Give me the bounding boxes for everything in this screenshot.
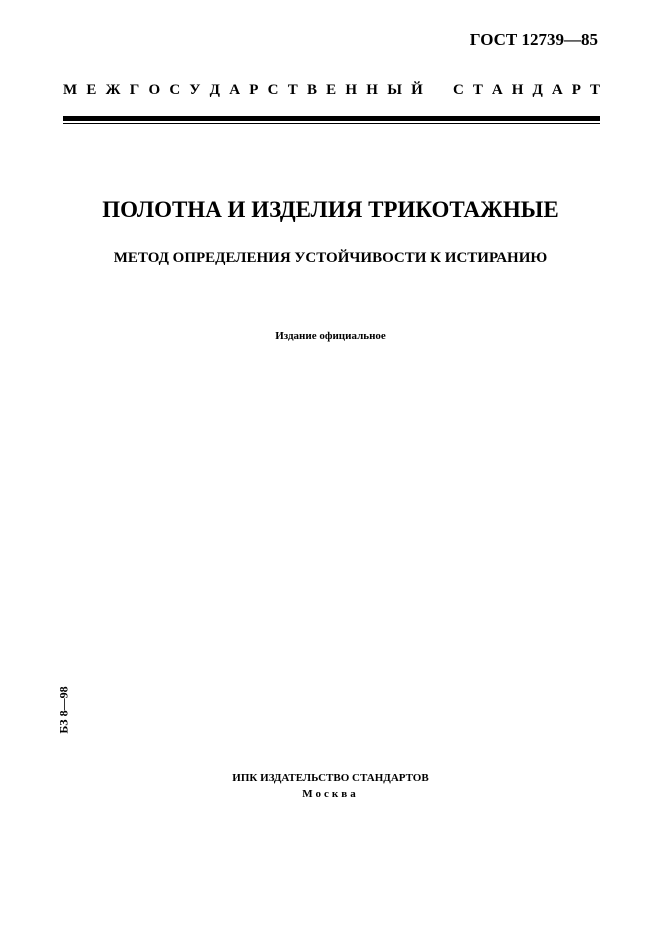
heading-letter: Н <box>511 82 524 98</box>
heading-letter: С <box>453 82 464 98</box>
heading-letter: Р <box>249 82 259 98</box>
standard-type-word-1 <box>63 81 423 99</box>
heading-letter: Ы <box>387 82 402 98</box>
heading-letter: А <box>551 82 563 98</box>
document-number: ГОСТ 12739—85 <box>469 30 598 49</box>
heading-letter: А <box>229 82 241 98</box>
heading-letter: Г <box>129 82 140 98</box>
publisher-name: ИПК ИЗДАТЕЛЬСТВО СТАНДАРТОВ <box>232 772 429 784</box>
header-rule-thin <box>63 123 600 124</box>
heading-letter: В <box>306 82 317 98</box>
header-rule-thick <box>63 116 600 121</box>
heading-letter: Д <box>209 82 220 98</box>
heading-letter: Т <box>287 82 298 98</box>
heading-letter: Т <box>589 82 600 98</box>
side-catalog-code: БЗ 8—98 <box>56 686 71 734</box>
edition-note: Издание официальное <box>275 330 386 342</box>
heading-letter: У <box>189 82 201 98</box>
heading-letter: О <box>148 82 161 98</box>
publisher-city: Москва <box>302 788 359 800</box>
heading-letter: С <box>169 82 181 98</box>
heading-letter: Т <box>472 82 483 98</box>
heading-letter: Е <box>326 82 337 98</box>
heading-letter: Н <box>366 82 378 98</box>
heading-letter: Н <box>345 82 358 98</box>
document-subtitle: МЕТОД ОПРЕДЕЛЕНИЯ УСТОЙЧИВОСТИ К ИСТИРАНИЮ <box>113 250 548 266</box>
document-title: ПОЛОТНА И ИЗДЕЛИЯ ТРИКОТАЖНЫЕ <box>102 197 559 222</box>
heading-letter: Д <box>532 82 543 98</box>
heading-letter: М <box>63 82 78 98</box>
standard-type-heading <box>63 81 600 99</box>
heading-letter: С <box>267 82 279 98</box>
heading-letter: Р <box>571 82 581 98</box>
heading-letter: Ж <box>105 82 121 98</box>
heading-letter: А <box>491 82 503 98</box>
heading-letter: Е <box>86 82 97 98</box>
standard-type-word-2 <box>453 81 600 99</box>
heading-letter: Й <box>411 82 423 98</box>
